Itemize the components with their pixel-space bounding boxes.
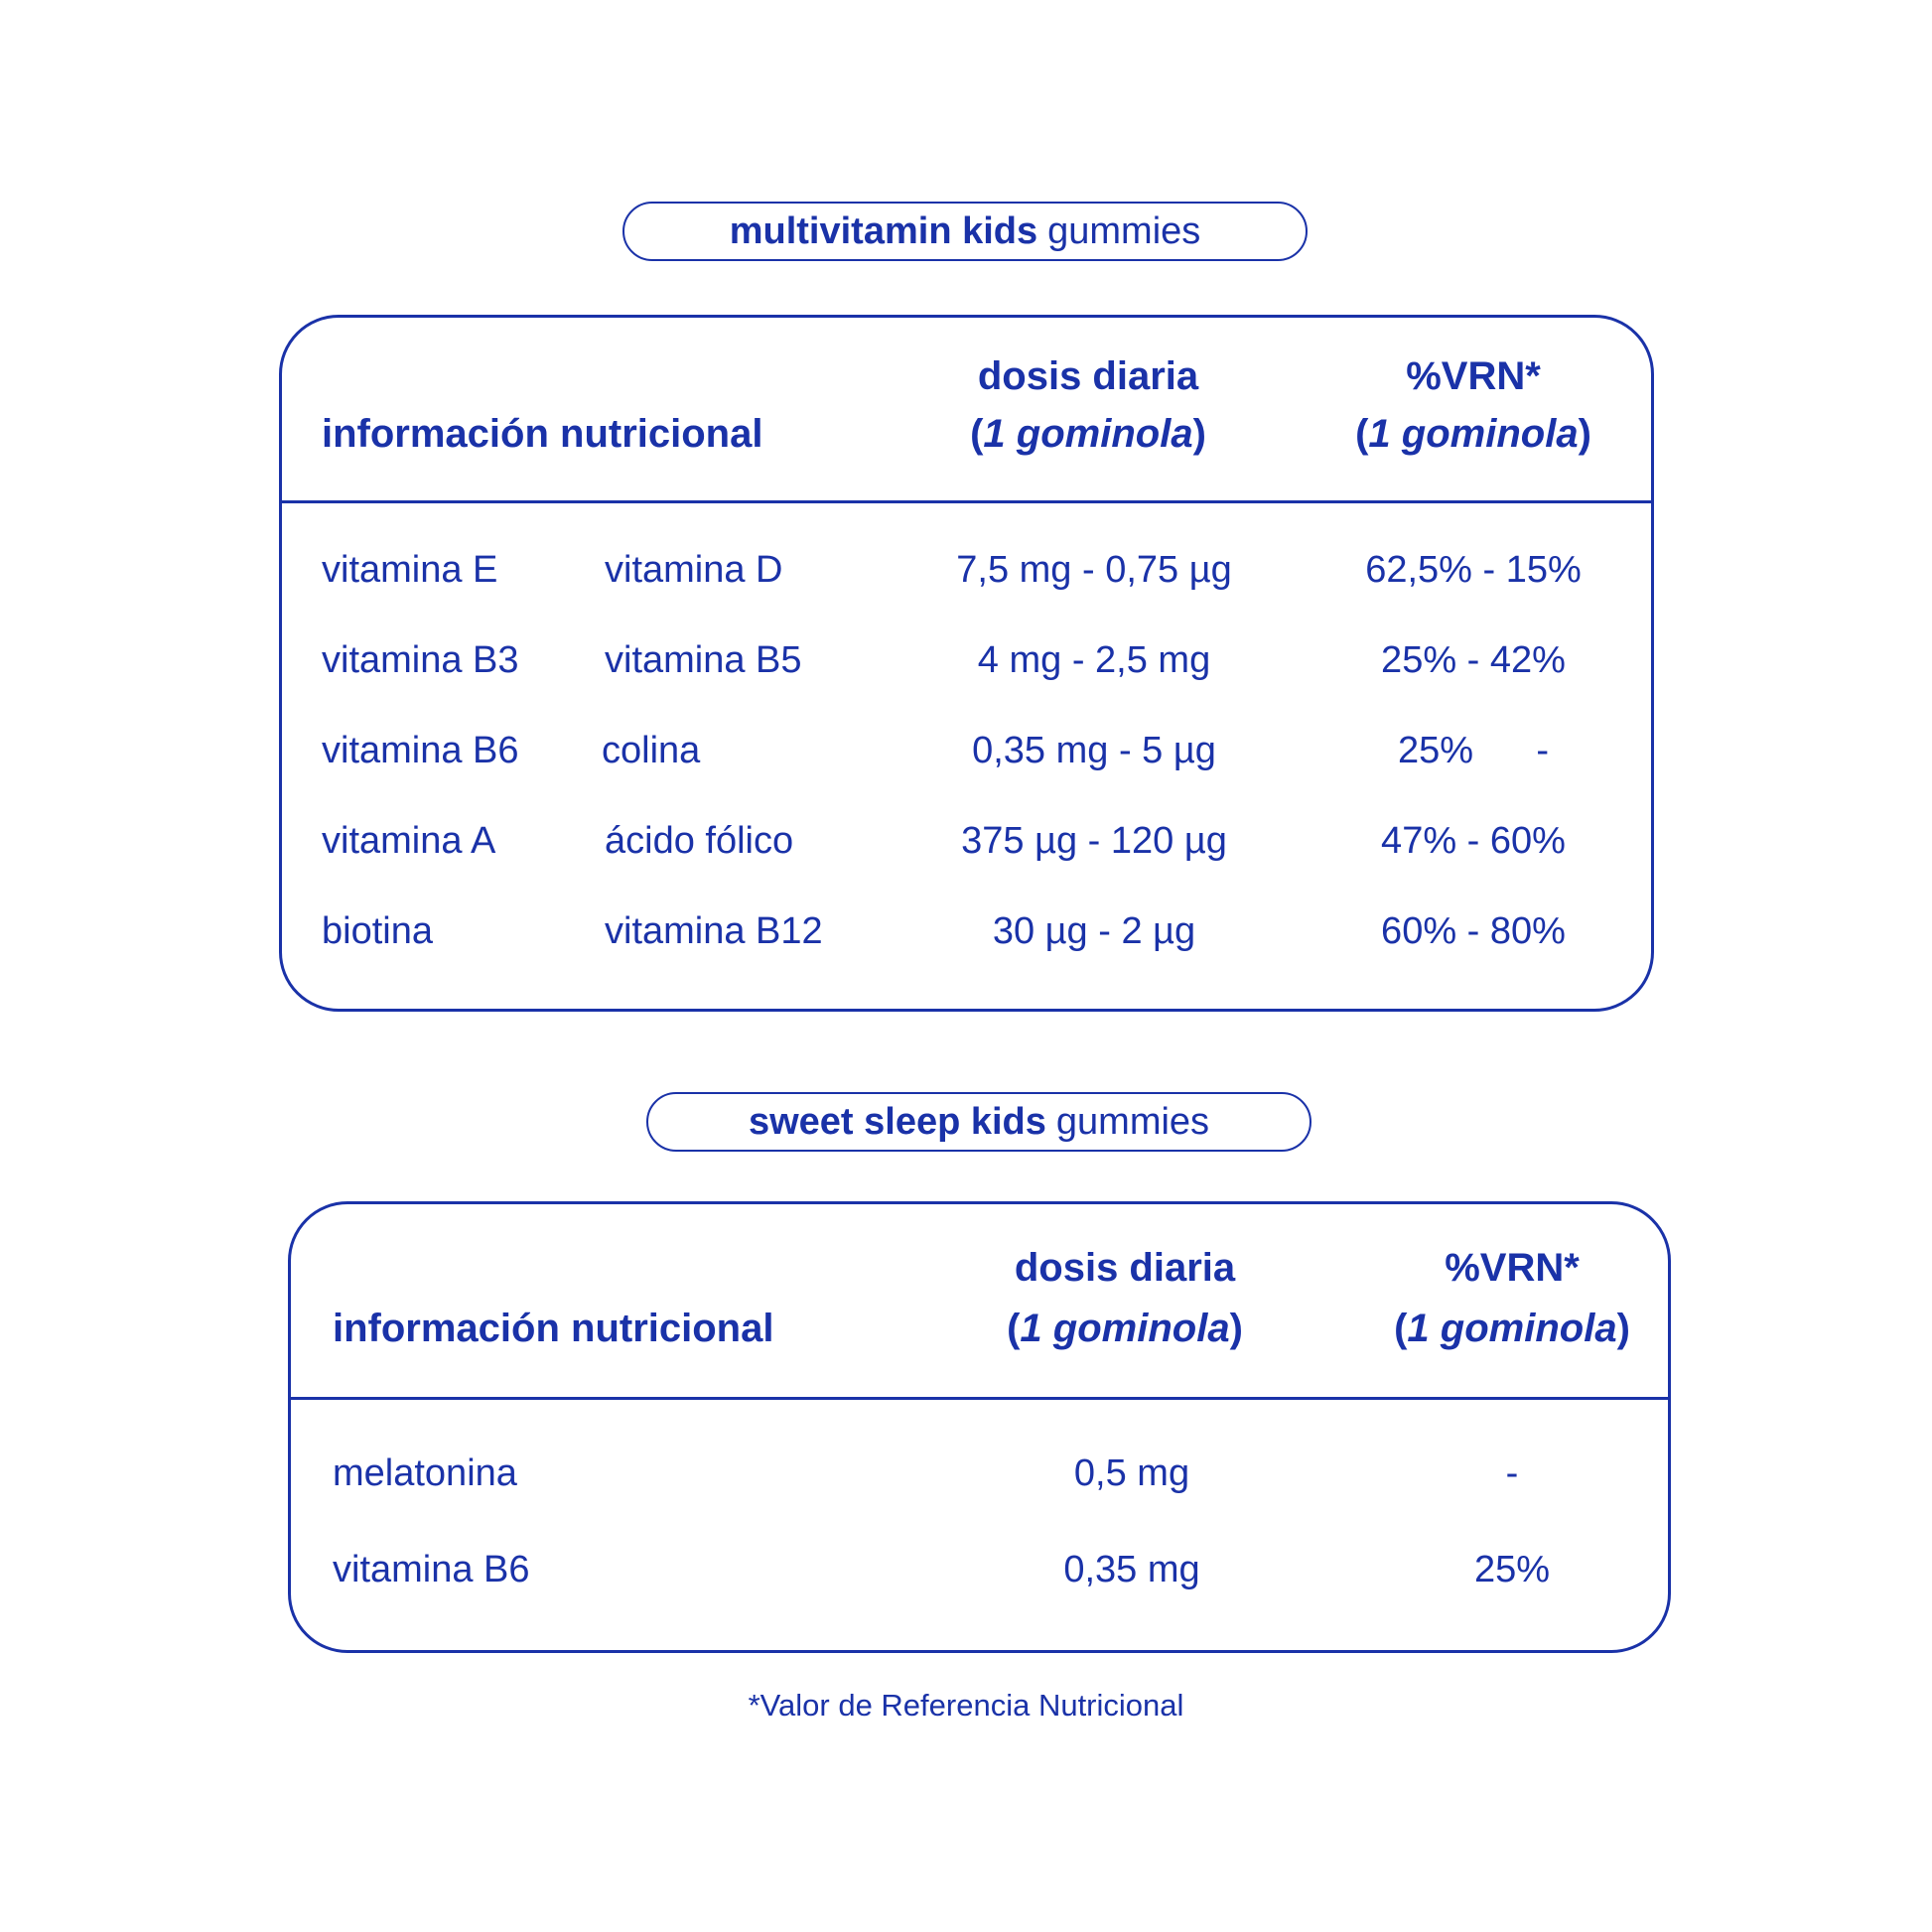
header-vrn-line1: %VRN* xyxy=(1406,354,1541,398)
row-5-vrn: 60% - 80% xyxy=(1381,910,1566,952)
row-2-vrn: 25% xyxy=(1473,1549,1551,1590)
row-2-vrn: 25% - 42% xyxy=(1381,639,1566,681)
row-2-dose: 0,35 mg xyxy=(1063,1549,1200,1590)
row-4-nutrient-a: vitamina A xyxy=(322,820,496,862)
row-1-dose: 7,5 mg - 0,75 µg xyxy=(956,549,1232,591)
header-divider xyxy=(282,500,1651,503)
header-dose-line1: dosis diaria xyxy=(977,354,1199,398)
row-1-nutrient-b: vitamina D xyxy=(605,549,783,591)
product-title-light: gummies xyxy=(1055,1100,1210,1143)
row-3-nutrient-a: vitamina B6 xyxy=(322,730,519,771)
row-2-nutrient-a: vitamina B3 xyxy=(322,639,519,681)
header-info: información nutricional xyxy=(333,1307,774,1350)
header-info: información nutricional xyxy=(322,412,763,456)
row-2-nutrient: vitamina B6 xyxy=(333,1549,530,1590)
row-5-nutrient-a: biotina xyxy=(322,910,433,952)
row-4-nutrient-b: ácido fólico xyxy=(605,820,794,862)
product-title-bold: multivitamin kids xyxy=(729,209,1038,252)
product-title-multivitamin xyxy=(622,202,1308,261)
row-1-vrn: 62,5% - 15% xyxy=(1365,549,1582,591)
product-title-bold: sweet sleep kids xyxy=(748,1100,1046,1143)
row-4-dose: 375 µg - 120 µg xyxy=(961,820,1227,862)
row-3-dose: 0,35 mg - 5 µg xyxy=(972,730,1216,771)
row-1-vrn: - xyxy=(1505,1452,1519,1494)
header-vrn-line2: (1 gominola) xyxy=(1394,1307,1630,1350)
header-dose-line1: dosis diaria xyxy=(1014,1246,1236,1290)
row-3-vrn: 25% - xyxy=(1397,730,1550,771)
row-1-dose: 0,5 mg xyxy=(1073,1452,1190,1494)
footnote: *Valor de Referencia Nutricional xyxy=(748,1688,1184,1723)
header-vrn-line1: %VRN* xyxy=(1445,1246,1580,1290)
product-title-light: gummies xyxy=(1047,209,1201,252)
header-divider xyxy=(291,1397,1668,1400)
header-dose-line2: (1 gominola) xyxy=(970,412,1206,456)
row-2-dose: 4 mg - 2,5 mg xyxy=(977,639,1211,681)
row-1-nutrient: melatonina xyxy=(333,1452,517,1494)
row-3-nutrient-b: colina xyxy=(602,730,701,771)
nutrition-table-multivitamin xyxy=(279,315,1654,1012)
row-1-nutrient-a: vitamina E xyxy=(322,549,498,591)
header-dose-line2: (1 gominola) xyxy=(1007,1307,1243,1350)
row-2-nutrient-b: vitamina B5 xyxy=(605,639,802,681)
product-title-sweet-sleep xyxy=(646,1092,1311,1152)
row-5-dose: 30 µg - 2 µg xyxy=(992,910,1196,952)
nutrition-table-sweet-sleep xyxy=(288,1201,1671,1653)
row-4-vrn: 47% - 60% xyxy=(1381,820,1566,862)
header-vrn-line2: (1 gominola) xyxy=(1355,412,1591,456)
row-5-nutrient-b: vitamina B12 xyxy=(605,910,823,952)
